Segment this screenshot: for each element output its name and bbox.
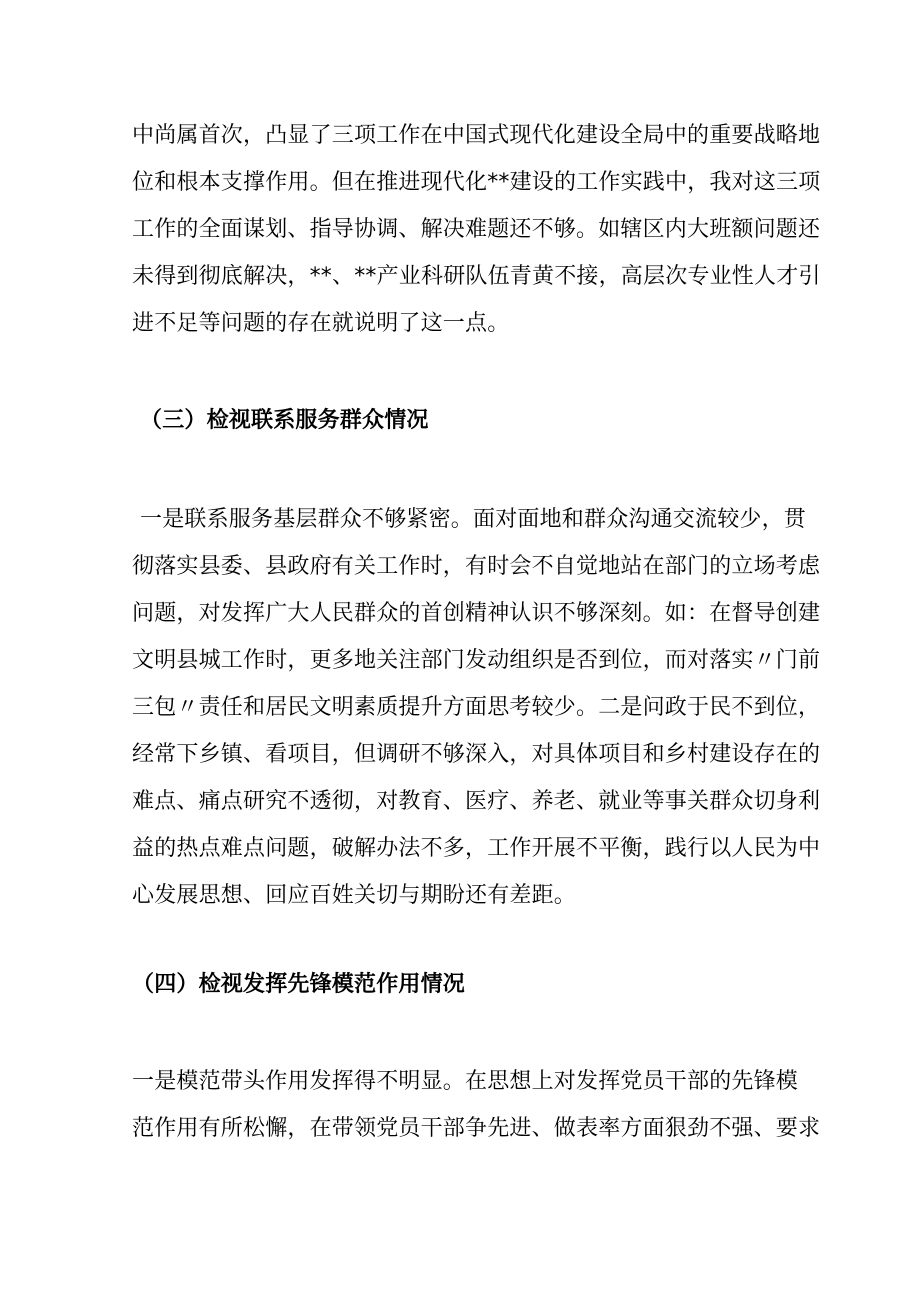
paragraph-3-line-1: 一是模范带头作用发挥得不明显。在思想上对发挥党员干部的先锋模 [132, 1069, 799, 1094]
paragraph-1-line-3: 工作的全面谋划、指导协调、解决难题还不够。如辖区内大班额问题还 [132, 217, 821, 242]
paragraph-2-line-1: 一是联系服务基层群众不够紧密。面对面地和群众沟通交流较少，贯 [140, 507, 807, 532]
paragraph-2-line-4: 文明县城工作时，更多地关注部门发动组织是否到位，而对落实〃门前 [132, 648, 821, 673]
paragraph-2-line-2: 彻落实县委、县政府有关工作时，有时会不自觉地站在部门的立场考虑 [132, 554, 821, 579]
paragraph-2-line-9: 心发展思想、回应百姓关切与期盼还有差距。 [132, 883, 577, 908]
paragraph-2-line-6: 经常下乡镇、看项目，但调研不够深入，对具体项目和乡村建设存在的 [132, 742, 821, 767]
paragraph-2-line-8: 益的热点难点问题，破解办法不多，工作开展不平衡，践行以人民为中 [132, 836, 821, 861]
section-heading-4: （四）检视发挥先锋模范作用情况 [132, 972, 466, 997]
paragraph-1-line-1: 中尚属首次，凸显了三项工作在中国式现代化建设全局中的重要战略地 [132, 123, 821, 148]
paragraph-1-line-5: 进不足等问题的存在就说明了这一点。 [132, 311, 510, 336]
paragraph-1-line-2: 位和根本支撑作用。但在推进现代化**建设的工作实践中，我对这三项 [132, 170, 821, 195]
paragraph-1-line-4: 未得到彻底解决，**、**产业科研队伍青黄不接，高层次专业性人才引 [132, 264, 821, 289]
paragraph-3-line-2: 范作用有所松懈，在带领党员干部争先进、做表率方面狠劲不强、要求 [132, 1116, 821, 1141]
paragraph-2-line-3: 问题，对发挥广大人民群众的首创精神认识不够深刻。如：在督导创建 [132, 601, 821, 626]
section-heading-3: （三）检视联系服务群众情况 [140, 408, 429, 433]
paragraph-2-line-7: 难点、痛点研究不透彻，对教育、医疗、养老、就业等事关群众切身利 [132, 789, 821, 814]
paragraph-2-line-5: 三包〃责任和居民文明素质提升方面思考较少。二是问政于民不到位， [132, 695, 821, 720]
